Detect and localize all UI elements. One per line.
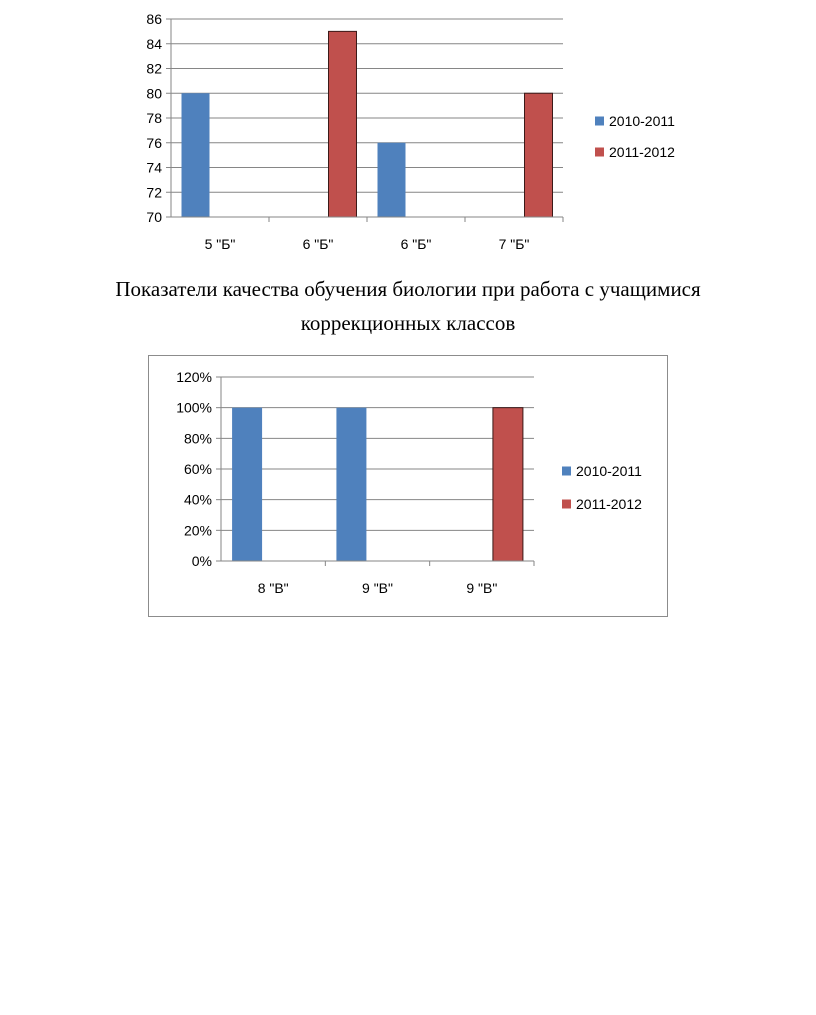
chart1-legend-swatch <box>595 148 604 157</box>
chart2-xtick-label: 9 "В" <box>466 580 498 596</box>
chart2-ytick-label: 100% <box>176 399 212 416</box>
chart2-xtick-label: 9 "В" <box>362 580 393 596</box>
chart2-ytick-label: 80% <box>183 430 212 447</box>
chart1-bar-2011-2012 <box>329 31 357 217</box>
chart1-ytick-label: 70 <box>146 209 162 225</box>
chart1-ytick-label: 78 <box>146 110 162 126</box>
chart1-legend-swatch <box>595 117 604 126</box>
chart1-xtick-label: 6 "Б" <box>302 236 334 252</box>
chart2-legend-label: 2011-2012 <box>576 496 642 512</box>
chart1-ytick-label: 82 <box>146 60 162 77</box>
chart2-ytick-label: 20% <box>183 522 212 539</box>
chart1-ytick-label: 74 <box>146 159 162 176</box>
caption-line-1: Показатели качества обучения биологии при работа с учащимися <box>115 277 701 301</box>
chart2-ytick-label: 60% <box>183 461 212 477</box>
chart2-legend-label: 2010-2011 <box>576 463 642 479</box>
chart1-ytick-label: 76 <box>146 134 162 151</box>
chart1-legend-label: 2010-2011 <box>609 113 675 129</box>
chart1-ytick-label: 72 <box>146 184 162 201</box>
chart2-xtick-label: 8 "В" <box>257 580 289 596</box>
chart1-ytick-label: 80 <box>146 85 162 102</box>
chart2-bar-2011-2012 <box>493 408 523 561</box>
chart1-xtick-label: 7 "Б" <box>498 236 530 252</box>
chart1-bar-2011-2012 <box>525 93 553 217</box>
chart1-bar-2010-2011 <box>182 93 210 217</box>
caption-line-2: коррекционных классов <box>300 311 516 335</box>
chart1-ytick-label: 84 <box>146 35 162 52</box>
chart2-bar-2010-2011 <box>232 408 262 561</box>
chart2-ytick-label: 40% <box>183 491 212 508</box>
chart2-ytick-label: 120% <box>176 369 212 385</box>
chart-grades-v-svg <box>149 356 667 616</box>
chart2-bar-2010-2011 <box>336 408 366 561</box>
chart1-xtick-label: 6 "Б" <box>400 236 432 252</box>
chart1-ytick-label: 86 <box>146 11 162 27</box>
chart-grades-b <box>120 0 720 260</box>
chart2-legend-swatch <box>562 467 571 476</box>
chart-grades-v <box>148 355 668 617</box>
chart-grades-b-svg <box>120 0 720 260</box>
chart2-legend-swatch <box>562 500 571 509</box>
chart1-bar-2010-2011 <box>378 143 406 217</box>
chart2-ytick-label: 0% <box>191 553 212 569</box>
chart1-legend-label: 2011-2012 <box>609 144 675 160</box>
chart1-xtick-label: 5 "Б" <box>204 236 236 252</box>
